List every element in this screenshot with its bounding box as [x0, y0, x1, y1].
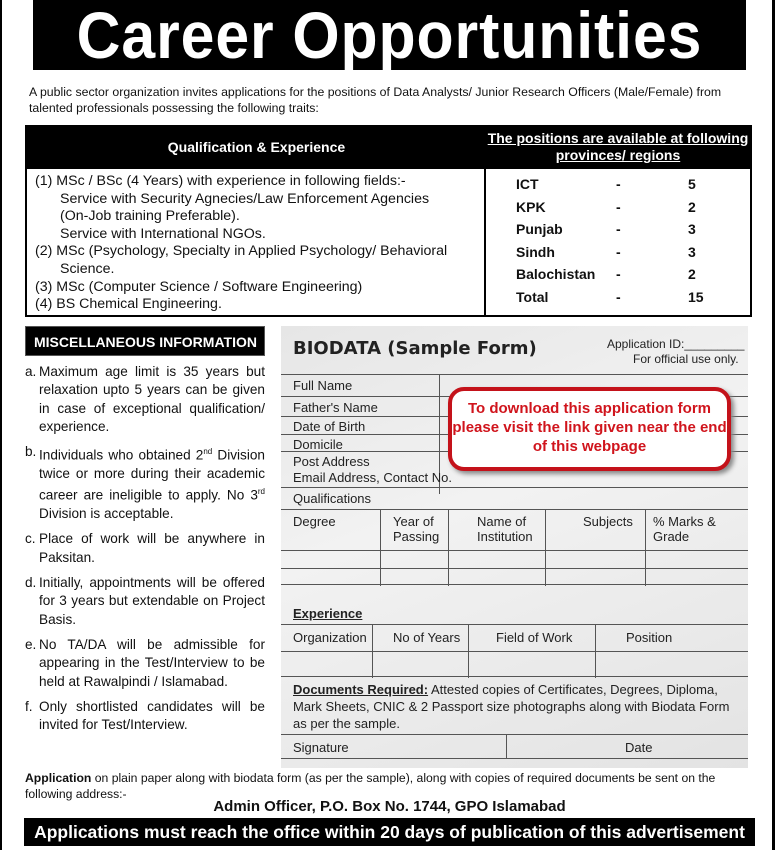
- qual-line: (2) MSc (Psychology, Specialty in Applied Psychology/ Behavioral: [35, 243, 448, 260]
- province-dash: -: [616, 221, 621, 238]
- col-no-years: No of Years: [393, 630, 461, 645]
- province-dash: -: [616, 288, 621, 305]
- province-row: [516, 263, 750, 286]
- field-fathers-name: Father's Name: [293, 400, 378, 415]
- field-dob: Date of Birth: [293, 419, 366, 434]
- col-position: Position: [626, 630, 673, 645]
- page-title: Career Opportunities: [33, 0, 746, 70]
- province-dash: -: [616, 266, 621, 283]
- field-domicile: Domicile: [293, 437, 343, 452]
- col-organization: Organization: [293, 630, 367, 645]
- province-dash: -: [616, 176, 621, 193]
- misc-item: e. No TA/DA will be admissible for appearing in the Test/Interview to be held at Rawalpindi / Islamabad.: [25, 636, 265, 689]
- field-full-name: Full Name: [293, 378, 353, 393]
- province-row: [516, 218, 750, 241]
- qualification-list: [27, 169, 486, 315]
- misc-list: [25, 363, 265, 741]
- documents-required: Documents Required: Attested copies of Certificates, Degrees, Diploma, Mark Sheets, CNIC & 2 Passport size photographs along with Biodata Form as per the sample.: [293, 682, 730, 731]
- deadline-banner: Applications must reach the office within 20 days of publication of this advertisement: [24, 818, 755, 846]
- province-dash: -: [616, 243, 621, 260]
- qualification-header: Qualification & Experience: [167, 139, 346, 155]
- signature-label: Signature: [293, 740, 349, 755]
- qual-line: Service with International NGOs.: [60, 225, 266, 242]
- biodata-title: BIODATA (Sample Form): [293, 338, 537, 359]
- province-count: 2: [688, 198, 696, 215]
- misc-item: f. Only shortlisted candidates will be invited for Test/Interview.: [25, 698, 265, 733]
- official-use-note: For official use only.: [633, 352, 739, 366]
- address: Admin Officer, P.O. Box No. 1744, GPO Islamabad: [213, 798, 566, 815]
- misc-item: b. Individuals who obtained 2nd Division twice or more during their academic career are ineligible to apply. No 3rd Division is acceptable.: [25, 444, 265, 522]
- qual-line: Service with Security Agnecies/Law Enforcement Agencies: [60, 190, 430, 207]
- province-count: 5: [688, 176, 696, 193]
- province-row: [516, 241, 750, 264]
- province-name: Punjab: [516, 221, 563, 238]
- province-count: 2: [688, 266, 696, 283]
- application-note: Application on plain paper along with biodata form (as per the sample), along with copies of required documents be sent on the following address:-: [25, 771, 716, 801]
- misc-item: d. Initially, appointments will be offered for 3 years but extendable on Project Basis.: [25, 575, 265, 627]
- misc-item: a. Maximum age limit is 35 years but relaxation upto 5 years can be given in case of exceptional qualification/ experience.: [25, 364, 265, 434]
- col-marks: % Marks & Grade: [653, 514, 716, 544]
- qual-line: (4) BS Chemical Engineering.: [35, 296, 222, 313]
- misc-heading: MISCELLANEOUS INFORMATION: [25, 326, 265, 356]
- col-field: Field of Work: [496, 630, 573, 645]
- field-post-address: Post Address: [293, 454, 370, 469]
- field-email-contact: Email Address, Contact No.: [293, 470, 452, 485]
- province-name: Balochistan: [516, 266, 596, 283]
- province-row: [516, 196, 750, 219]
- col-year: Year of Passing: [393, 514, 440, 544]
- provinces-header: The positions are available at following provinces/ regions: [487, 130, 749, 163]
- province-count: 3: [688, 221, 696, 238]
- qual-line: (3) MSc (Computer Science / Software Engineering): [35, 278, 363, 295]
- province-count: 3: [688, 243, 696, 260]
- experience-label: Experience: [293, 606, 363, 621]
- col-subjects: Subjects: [583, 514, 633, 529]
- province-dash: -: [616, 198, 621, 215]
- province-name: KPK: [516, 198, 546, 215]
- application-id: Application ID:_________: [607, 337, 745, 351]
- province-row: [516, 173, 750, 196]
- misc-item: c. Place of work will be anywhere in Paksitan.: [25, 531, 265, 565]
- col-degree: Degree: [293, 514, 336, 529]
- province-name: ICT: [516, 176, 539, 193]
- intro-text: A public sector organization invites applications for the positions of Data Analysts/ Junior Research Officers (Male/Female) from talented professionals possessing the following traits:: [29, 85, 722, 115]
- qual-line: Science.: [60, 260, 115, 277]
- qualification-table: [25, 125, 752, 317]
- province-name: Total: [516, 288, 549, 305]
- qual-line: (On-Job training Preferable).: [60, 208, 240, 225]
- date-label: Date: [625, 740, 653, 755]
- province-row: [516, 286, 750, 309]
- province-name: Sindh: [516, 243, 555, 260]
- qualifications-label: Qualifications: [293, 491, 372, 506]
- col-institution: Name of Institution: [477, 514, 533, 544]
- province-list: [486, 169, 750, 315]
- qual-line: (1) MSc / BSc (4 Years) with experience in following fields:-: [35, 173, 406, 189]
- download-callout: To download this application form please visit the link given near the end of this webpage: [448, 387, 731, 471]
- province-count: 15: [688, 288, 704, 305]
